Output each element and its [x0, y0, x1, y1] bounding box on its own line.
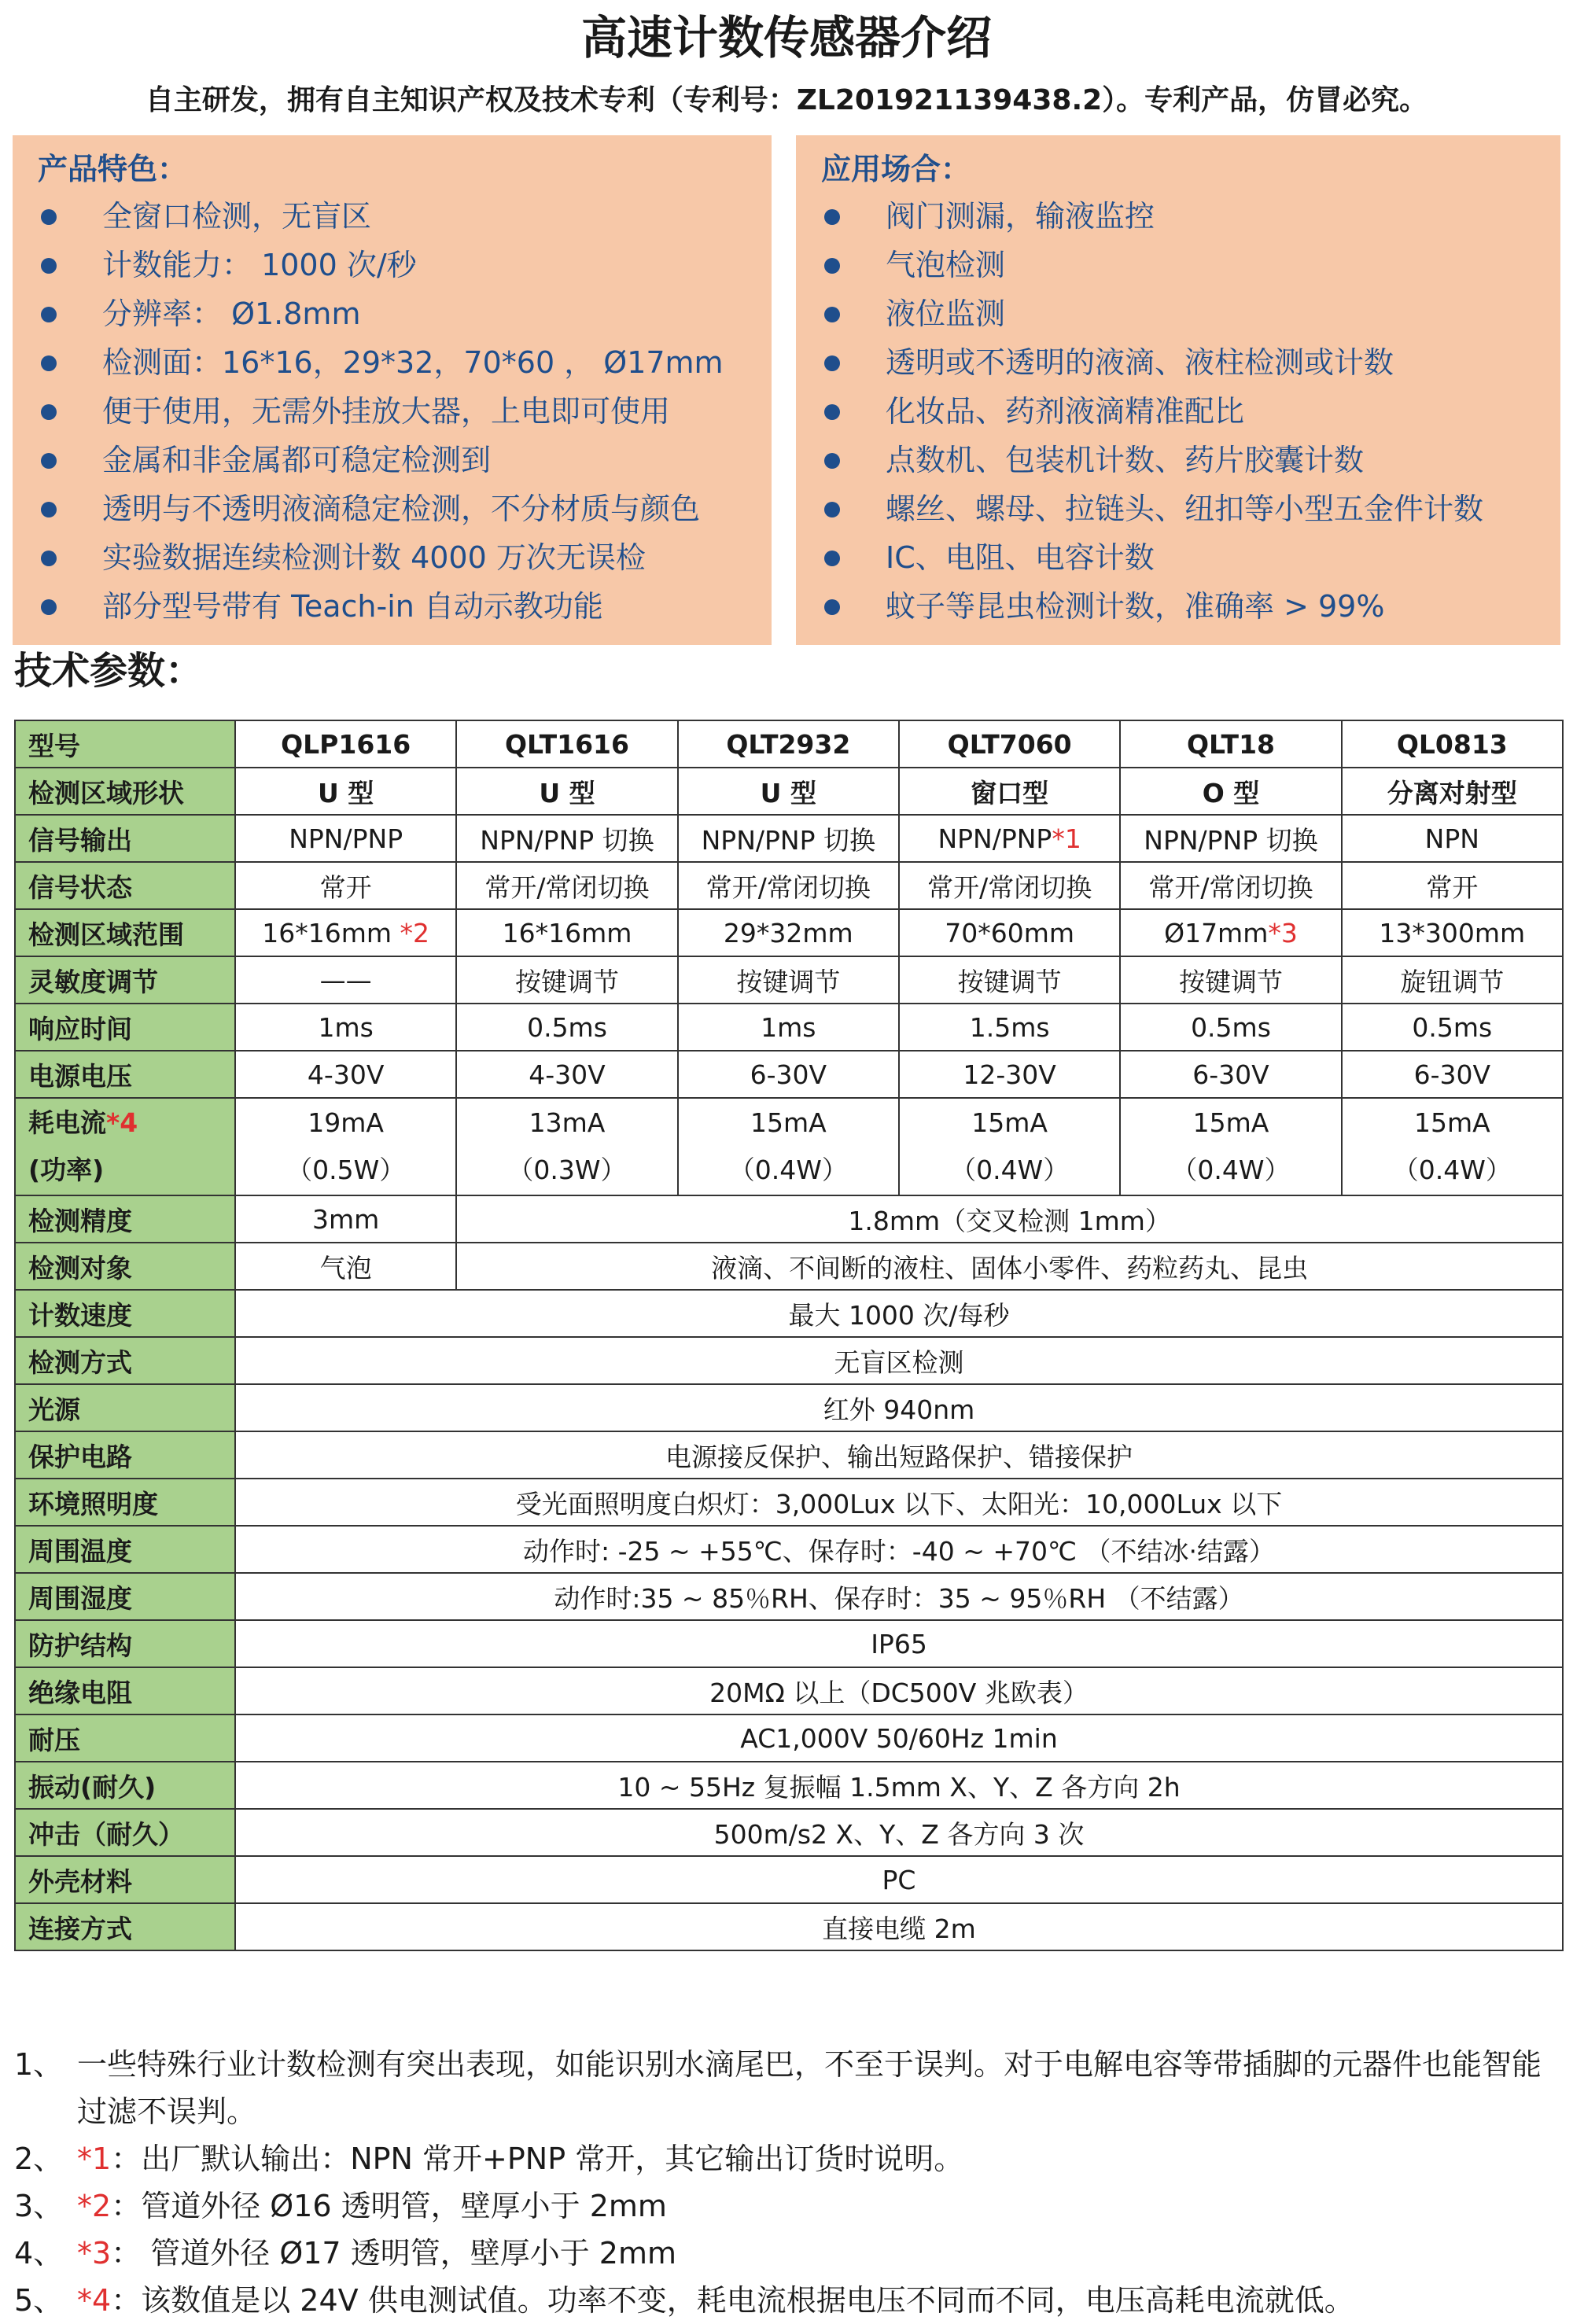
table-cell	[678, 909, 899, 956]
footnote-item	[14, 2041, 1564, 2135]
table-row	[15, 1384, 1563, 1431]
table-row	[15, 1903, 1563, 1950]
features-item	[13, 484, 772, 533]
footnote-number: 5、	[14, 2283, 64, 2318]
table-row	[15, 1714, 1563, 1762]
model-name: QLT2932	[678, 720, 899, 768]
bullet-icon	[41, 551, 57, 566]
table-row	[15, 815, 1563, 862]
row-label: 连接方式	[15, 1903, 235, 1950]
table-row	[15, 1431, 1563, 1479]
table-row	[15, 1526, 1563, 1573]
cell-value: NPN/PNP	[289, 823, 403, 854]
table-cell	[456, 1051, 677, 1098]
table-cell	[1342, 862, 1563, 909]
features-item	[13, 192, 772, 241]
model-name: QLT1616	[456, 720, 677, 768]
table-cell-merged: 电源接反保护、输出短路保护、错接保护	[235, 1431, 1563, 1479]
row-label: 防护结构	[15, 1620, 235, 1667]
applications-item-text: 阀门测漏，输液监控	[886, 199, 1155, 234]
features-item	[13, 582, 772, 631]
cell-value: 按键调节	[957, 966, 1062, 997]
bullet-icon	[824, 355, 840, 371]
cell-value: NPN/PNP	[938, 823, 1052, 854]
cell-value: 6-30V	[1413, 1059, 1491, 1090]
features-item-text: 便于使用，无需外挂放大器，上电即可使用	[102, 394, 671, 429]
features-item-text: 分辨率： Ø1.8mm	[102, 296, 361, 331]
spec-table	[14, 720, 1564, 1951]
table-row	[15, 1098, 1563, 1195]
table-cell	[456, 862, 677, 909]
applications-item	[796, 338, 1560, 387]
footnote-mark: *2	[400, 917, 430, 948]
table-cell	[678, 956, 899, 1004]
table-cell	[235, 768, 456, 815]
table-row	[15, 1620, 1563, 1667]
cell-value: 4-30V	[307, 1059, 385, 1090]
applications-item	[796, 289, 1560, 338]
row-label: 绝缘电阻	[15, 1667, 235, 1714]
table-row	[15, 1004, 1563, 1051]
cell-value: 按键调节	[1178, 966, 1283, 997]
table-cell	[456, 956, 677, 1004]
features-item-text: 透明与不透明液滴稳定检测，不分材质与颜色	[102, 492, 701, 526]
table-cell	[899, 815, 1120, 862]
bullet-icon	[41, 258, 57, 274]
table-cell	[1342, 909, 1563, 956]
table-cell-merged: 动作时: -25 ~ +55℃、保存时：-40 ~ +70℃ （不结冰·结露）	[235, 1526, 1563, 1573]
footnote-mark: *4	[77, 2283, 112, 2318]
applications-item-text: 液位监测	[886, 296, 1006, 331]
table-row	[15, 1667, 1563, 1714]
row-label: 灵敏度调节	[15, 956, 235, 1004]
power-label: (功率)	[28, 1155, 105, 1185]
row-label: 周围温度	[15, 1526, 235, 1573]
table-cell	[1120, 862, 1341, 909]
cell-value: NPN/PNP 切换	[701, 824, 875, 856]
table-cell	[678, 815, 899, 862]
cell-value: 常开/常闭切换	[484, 871, 650, 903]
table-cell	[899, 1098, 1120, 1195]
current-value: 15mA	[1413, 1107, 1490, 1138]
footnote-text: ：该数值是以 24V 供电测试值。功率不变，耗电流根据电压不同而不同，电压高耗电流就低。	[111, 2283, 1354, 2318]
table-cell-merged: 500m/s2 X、Y、Z 各方向 3 次	[235, 1809, 1563, 1856]
table-row	[15, 1809, 1563, 1856]
applications-item	[796, 241, 1560, 289]
row-label: 光源	[15, 1384, 235, 1431]
model-name: QLT18	[1120, 720, 1341, 768]
current-value: 19mA	[308, 1107, 385, 1138]
cell-value: 窗口型	[971, 777, 1049, 808]
applications-item	[796, 192, 1560, 241]
footnote-mark: *4	[106, 1107, 138, 1138]
table-cell	[456, 815, 677, 862]
row-label: 响应时间	[15, 1004, 235, 1051]
applications-item-text: IC、电阻、电容计数	[886, 540, 1155, 575]
cell-value: 6-30V	[1192, 1059, 1269, 1090]
table-cell	[899, 1004, 1120, 1051]
table-cell-merged: IP65	[235, 1620, 1563, 1667]
table-cell	[456, 909, 677, 956]
table-row	[15, 1762, 1563, 1809]
applications-item	[796, 436, 1560, 484]
current-value: 13mA	[529, 1107, 606, 1138]
row-label: 周围湿度	[15, 1573, 235, 1620]
features-item-text: 计数能力： 1000 次/秒	[102, 248, 417, 282]
cell-value: 常开/常闭切换	[705, 871, 871, 903]
bullet-icon	[41, 209, 57, 225]
footnote-number: 4、	[14, 2236, 64, 2271]
page-title: 高速计数传感器介绍	[580, 11, 992, 64]
cell-value: 常开/常闭切换	[927, 871, 1092, 903]
table-cell-merged: 动作时:35 ~ 85％RH、保存时：35 ~ 95％RH （不结露）	[235, 1573, 1563, 1620]
footnote-text: ： 管道外径 Ø17 透明管，壁厚小于 2mm	[111, 2236, 676, 2271]
table-cell-merged: 10 ~ 55Hz 复振幅 1.5mm X、Y、Z 各方向 2h	[235, 1762, 1563, 1809]
applications-heading: 应用场合：	[821, 152, 971, 186]
features-item	[13, 533, 772, 582]
table-cell-merged: 1.8mm（交叉检测 1mm）	[456, 1195, 1563, 1243]
cell-value: NPN	[1424, 823, 1479, 854]
cell-value: 0.5ms	[1412, 1011, 1493, 1043]
applications-item-text: 化妆品、药剂液滴精准配比	[886, 394, 1245, 429]
bullet-icon	[41, 307, 57, 322]
table-cell	[899, 909, 1120, 956]
footnote-mark: *1	[1052, 823, 1081, 854]
cell-value: 1ms	[761, 1011, 816, 1043]
applications-item	[796, 484, 1560, 533]
cell-value: 6-30V	[750, 1059, 827, 1090]
row-label: 冲击（耐久）	[15, 1809, 235, 1856]
features-item	[13, 289, 772, 338]
row-label: 信号状态	[15, 862, 235, 909]
power-value: （0.4W）	[1171, 1155, 1291, 1185]
row-label: 外壳材料	[15, 1856, 235, 1903]
row-label: 电源电压	[15, 1051, 235, 1098]
cell-value: 按键调节	[736, 966, 841, 997]
footnote-item	[14, 2135, 1564, 2182]
cell-value: 常开	[319, 871, 372, 903]
bullet-icon	[824, 209, 840, 225]
table-cell: 气泡	[235, 1243, 456, 1290]
table-cell	[1120, 768, 1341, 815]
row-label: 振动(耐久)	[15, 1762, 235, 1809]
cell-value: 16*16mm	[502, 917, 632, 948]
table-cell	[456, 768, 677, 815]
table-cell	[1342, 815, 1563, 862]
table-header-row	[15, 720, 1563, 768]
row-label: 检测区域范围	[15, 909, 235, 956]
table-cell	[1342, 1098, 1563, 1195]
row-label	[15, 1098, 235, 1195]
current-value: 15mA	[1192, 1107, 1269, 1138]
row-label: 耐压	[15, 1714, 235, 1762]
table-cell-merged: AC1,000V 50/60Hz 1min	[235, 1714, 1563, 1762]
footnote-mark: *3	[77, 2236, 112, 2271]
cell-value: U 型	[539, 777, 595, 808]
cell-value: 分离对射型	[1387, 777, 1517, 808]
table-cell	[235, 909, 456, 956]
current-value: 15mA	[750, 1107, 827, 1138]
table-cell	[899, 956, 1120, 1004]
table-cell-merged: 液滴、不间断的液柱、固体小零件、药粒药丸、昆虫	[456, 1243, 1563, 1290]
table-cell	[456, 1004, 677, 1051]
tech-params-title: 技术参数：	[14, 649, 204, 693]
model-name: QLP1616	[235, 720, 456, 768]
table-cell-merged: 受光面照明度白炽灯：3,000Lux 以下、太阳光：10,000Lux 以下	[235, 1479, 1563, 1526]
footnote-item	[14, 2230, 1564, 2277]
model-name: QL0813	[1342, 720, 1563, 768]
bullet-icon	[41, 355, 57, 371]
features-item	[13, 387, 772, 436]
features-item	[13, 436, 772, 484]
cell-value: 1ms	[318, 1011, 374, 1043]
row-label: 检测精度	[15, 1195, 235, 1243]
table-cell	[1120, 1004, 1341, 1051]
table-cell	[1342, 768, 1563, 815]
features-item-text: 部分型号带有 Teach-in 自动示教功能	[102, 589, 603, 624]
table-row	[15, 1856, 1563, 1903]
bullet-icon	[824, 453, 840, 469]
table-cell-merged: PC	[235, 1856, 1563, 1903]
table-cell	[678, 768, 899, 815]
applications-item-text: 点数机、包装机计数、药片胶囊计数	[886, 443, 1365, 477]
bullet-icon	[41, 404, 57, 420]
row-label: 检测方式	[15, 1337, 235, 1384]
table-cell	[1120, 909, 1341, 956]
cell-value: 1.5ms	[969, 1011, 1050, 1043]
table-cell	[1342, 956, 1563, 1004]
table-cell	[1342, 1004, 1563, 1051]
table-cell	[1120, 956, 1341, 1004]
cell-value: 0.5ms	[527, 1011, 607, 1043]
cell-value: 16*16mm	[262, 917, 400, 948]
table-row	[15, 768, 1563, 815]
model-label: 型号	[15, 720, 235, 768]
applications-item-text: 蚊子等昆虫检测计数，准确率 > 99%	[886, 589, 1385, 624]
table-cell: 3mm	[235, 1195, 456, 1243]
table-cell-merged: 最大 1000 次/每秒	[235, 1290, 1563, 1337]
bullet-icon	[824, 258, 840, 274]
bullet-icon	[41, 502, 57, 517]
table-cell-merged: 无盲区检测	[235, 1337, 1563, 1384]
footnote-text: ：管道外径 Ø16 透明管，壁厚小于 2mm	[111, 2189, 667, 2223]
cell-value: 29*32mm	[723, 917, 853, 948]
power-value: （0.4W）	[1392, 1155, 1512, 1185]
table-row	[15, 909, 1563, 956]
power-value: （0.4W）	[950, 1155, 1070, 1185]
applications-item-text: 气泡检测	[886, 248, 1006, 282]
cell-value: 0.5ms	[1191, 1011, 1271, 1043]
table-cell	[678, 862, 899, 909]
features-item	[13, 338, 772, 387]
table-cell-merged: 红外 940nm	[235, 1384, 1563, 1431]
table-cell	[678, 1004, 899, 1051]
row-label: 信号输出	[15, 815, 235, 862]
applications-item-text: 螺丝、螺母、拉链头、纽扣等小型五金件计数	[886, 492, 1484, 526]
table-row	[15, 956, 1563, 1004]
footnote-item	[14, 2182, 1564, 2230]
patent-statement: 自主研发，拥有自主知识产权及技术专利（专利号：ZL201921139438.2）。专利产品，仿冒必究。	[145, 84, 1428, 116]
table-cell	[899, 768, 1120, 815]
bullet-icon	[824, 502, 840, 517]
cell-value: NPN/PNP 切换	[480, 824, 654, 856]
features-list	[13, 192, 772, 631]
cell-value: 按键调节	[514, 966, 619, 997]
applications-panel	[796, 135, 1560, 645]
bullet-icon	[824, 404, 840, 420]
cell-value: U 型	[318, 777, 374, 808]
table-cell-merged: 20MΩ 以上（DC500V 兆欧表）	[235, 1667, 1563, 1714]
power-value: （0.3W）	[507, 1155, 627, 1185]
applications-item	[796, 387, 1560, 436]
table-cell	[1120, 1098, 1341, 1195]
cell-value: 70*60mm	[945, 917, 1075, 948]
table-cell	[1120, 815, 1341, 862]
current-label	[28, 1099, 231, 1147]
features-heading: 产品特色：	[38, 152, 188, 186]
bullet-icon	[824, 599, 840, 615]
table-row	[15, 1290, 1563, 1337]
row-label: 计数速度	[15, 1290, 235, 1337]
table-cell	[678, 1098, 899, 1195]
cell-value: 12-30V	[963, 1059, 1056, 1090]
features-item-text: 金属和非金属都可稳定检测到	[102, 443, 492, 477]
bullet-icon	[41, 453, 57, 469]
table-row	[15, 862, 1563, 909]
table-row	[15, 1337, 1563, 1384]
features-item-text: 检测面：16*16，29*32，70*60 ， Ø17mm	[102, 345, 724, 380]
table-row	[15, 1195, 1563, 1243]
features-item-text: 实验数据连续检测计数 4000 万次无误检	[102, 540, 646, 575]
cell-value: 13*300mm	[1379, 917, 1526, 948]
cell-value: 常开/常闭切换	[1148, 871, 1313, 903]
cell-value: NPN/PNP 切换	[1144, 824, 1318, 856]
features-panel	[13, 135, 772, 645]
footnote-mark: *1	[77, 2142, 112, 2176]
table-cell	[899, 1051, 1120, 1098]
features-item-text: 全窗口检测，无盲区	[102, 199, 372, 234]
table-cell	[235, 1098, 456, 1195]
bullet-icon	[41, 599, 57, 615]
cell-value: 旋钮调节	[1400, 966, 1505, 997]
cell-value: U 型	[760, 777, 816, 808]
cell-value: ——	[319, 964, 372, 996]
row-label: 保护电路	[15, 1431, 235, 1479]
footnotes	[14, 2041, 1564, 2324]
applications-item	[796, 582, 1560, 631]
table-cell	[235, 862, 456, 909]
features-item	[13, 241, 772, 289]
table-cell	[678, 1051, 899, 1098]
power-value: （0.5W）	[286, 1155, 406, 1185]
bullet-icon	[824, 307, 840, 322]
table-cell	[1120, 1051, 1341, 1098]
applications-item	[796, 533, 1560, 582]
row-label: 检测对象	[15, 1243, 235, 1290]
table-cell	[235, 815, 456, 862]
current-value: 15mA	[971, 1107, 1048, 1138]
power-value: （0.4W）	[728, 1155, 848, 1185]
table-cell	[235, 956, 456, 1004]
footnote-mark: *3	[1268, 917, 1298, 948]
cell-value: O 型	[1202, 777, 1260, 808]
footnote-item	[14, 2277, 1564, 2324]
table-cell	[235, 1051, 456, 1098]
footnote-mark: *2	[77, 2189, 112, 2223]
bullet-icon	[824, 551, 840, 566]
footnote-number: 2、	[14, 2142, 64, 2176]
cell-value: 4-30V	[529, 1059, 606, 1090]
row-label: 环境照明度	[15, 1479, 235, 1526]
row-label: 检测区域形状	[15, 768, 235, 815]
cell-value: Ø17mm	[1164, 917, 1269, 948]
current-label-text: 耗电流	[28, 1107, 106, 1138]
table-row	[15, 1243, 1563, 1290]
model-name: QLT7060	[899, 720, 1120, 768]
footnote-number: 3、	[14, 2189, 64, 2223]
applications-item-text: 透明或不透明的液滴、液柱检测或计数	[886, 345, 1394, 380]
cell-value: 常开	[1426, 871, 1479, 903]
table-row	[15, 1573, 1563, 1620]
table-cell	[456, 1098, 677, 1195]
table-cell-merged: 直接电缆 2m	[235, 1903, 1563, 1950]
applications-list	[796, 192, 1560, 631]
table-cell	[1342, 1051, 1563, 1098]
table-row	[15, 1051, 1563, 1098]
footnote-text: ：出厂默认输出：NPN 常开+PNP 常开，其它输出订货时说明。	[111, 2142, 964, 2176]
table-cell	[899, 862, 1120, 909]
table-cell	[235, 1004, 456, 1051]
footnote-text: 一些特殊行业计数检测有突出表现，如能识别水滴尾巴，不至于误判。对于电解电容等带插脚的元器件也能智能过滤不误判。	[77, 2047, 1542, 2129]
footnote-number: 1、	[14, 2047, 64, 2082]
table-row	[15, 1479, 1563, 1526]
